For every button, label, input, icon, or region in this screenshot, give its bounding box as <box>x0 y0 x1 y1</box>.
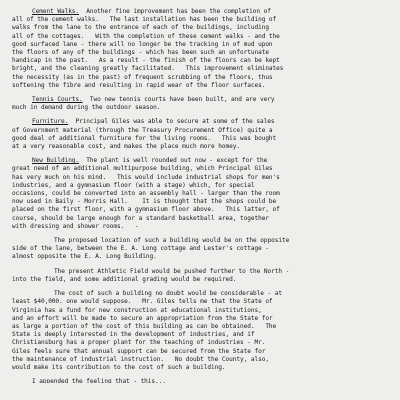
text-line: Another fine improvement has been the completion of <box>86 8 271 15</box>
text-line: Principal Giles was able to secure at some of the sales <box>75 118 275 126</box>
paragraph-proposed-location <box>12 237 390 262</box>
text-line: least $40,000. one would suppose. Mr. Giles tells me that the State of <box>12 298 273 306</box>
text-line: Two new tennis courts have been built, and are very <box>89 96 275 104</box>
cutoff-line-container <box>12 378 390 383</box>
text-line: almost opposite the E. A. Long Building. <box>12 253 157 261</box>
text-line: Giles feels sure that annual support can be secured from the State for <box>12 347 266 355</box>
paragraph-new-building <box>12 157 390 231</box>
heading-new-building: New Building. <box>32 157 80 165</box>
text-line: would make its contribution to the cost of such a building. <box>12 363 226 371</box>
text-line: with dressing and shower rooms. - <box>12 222 139 230</box>
text-line: the floors of any of the buildings - which has been such an unfortunate <box>12 49 269 57</box>
paragraph-tennis-courts <box>12 96 390 112</box>
text-line: The plant is well rounded out now - except for the <box>86 157 268 165</box>
text-line: The cost of such a building no doubt would be considerable - at <box>54 290 282 298</box>
text-line: the maintenance of industrial instruction. No doubt the County, also, <box>12 355 269 363</box>
paragraph-cost <box>12 290 390 372</box>
paragraph-furniture <box>12 118 390 151</box>
text-line: as large a portion of the cost of this building as can be obtained. The <box>12 322 277 330</box>
text-line: into the field, and some additional grading would be required. <box>12 275 237 283</box>
text-line: all of the cement walks. The last installation has been the building of <box>12 16 277 24</box>
text-line: the necessity (as in the past) of frequent scrubbing of the floors, thus <box>12 73 273 81</box>
text-line: bright, and the cleaning greatly facilitated. This improvement eliminates <box>12 65 284 73</box>
text-line: good deal of additional furniture for the living rooms. This was bought <box>12 134 277 142</box>
text-line: course, should be large enough for a standard basketball area, together <box>12 214 269 222</box>
text-line: side of the lane, between the E. A. Long cottage and Lester's cottage - <box>12 245 269 253</box>
text-line: Virginia has a fund for new construction at educational institutions, <box>12 306 262 314</box>
text-line: great need of an additional multipurpose building, which Principal Giles <box>12 165 273 173</box>
text-line: occasions, could be converted into an assembly hall - larger than the room <box>12 190 280 198</box>
text-line: has very much on his mind. This would include industrial shops for men's <box>12 173 280 181</box>
paragraph-athletic-field <box>12 268 390 284</box>
text-line: Christiansburg has a proper plant for the teaching of industries - Mr. <box>12 339 266 347</box>
heading-furniture: Furniture. <box>32 118 69 126</box>
text-line: placed on the first floor, with a gymnasium floor above. This latter, of <box>12 206 280 214</box>
text-line: at a very reasonable cost, and makes the place much more homey. <box>12 143 240 151</box>
text-line: softening the fibre and resulting in rapid wear of the floor surfaces. <box>12 81 266 89</box>
heading-cement-walks: Cement Walks. <box>32 8 80 15</box>
text-line: now used in Baily - Morris Hall. It is thought that the shops could be <box>12 198 277 206</box>
text-line: much in demand during the outdoor season. <box>12 104 161 112</box>
text-line: State is deeply interested in the development of industries, and if <box>12 331 255 339</box>
text-line: industries, and a gymnasium floor (with a stage) which, for special <box>12 181 255 189</box>
text-line: good surfaced lane - there will no longer be the tracking in of mud upon <box>12 40 273 48</box>
text-line: The proposed location of such a building would be on the opposite <box>54 237 290 245</box>
paragraph-cement-walks <box>12 8 390 90</box>
text-line: of Government material (through the Treasury Procurement Office) quite a <box>12 126 273 134</box>
cutoff-text-line: I appended the feeling that - this... <box>32 378 166 384</box>
text-line: walks from the lane to the entrance of each of the buildings, including <box>12 24 269 32</box>
text-line: all of the cottages. With the completion of these cement walks - and the <box>12 32 280 40</box>
text-line: handicap in the past. As a result - the finish of the floors can be kept <box>12 57 280 65</box>
heading-tennis-courts: Tennis Courts. <box>32 96 83 104</box>
text-line: and an effort will be made to secure an appropriation from the State for <box>12 314 273 322</box>
text-line: The present Athletic Field would be pushed further to the North - <box>54 267 290 275</box>
